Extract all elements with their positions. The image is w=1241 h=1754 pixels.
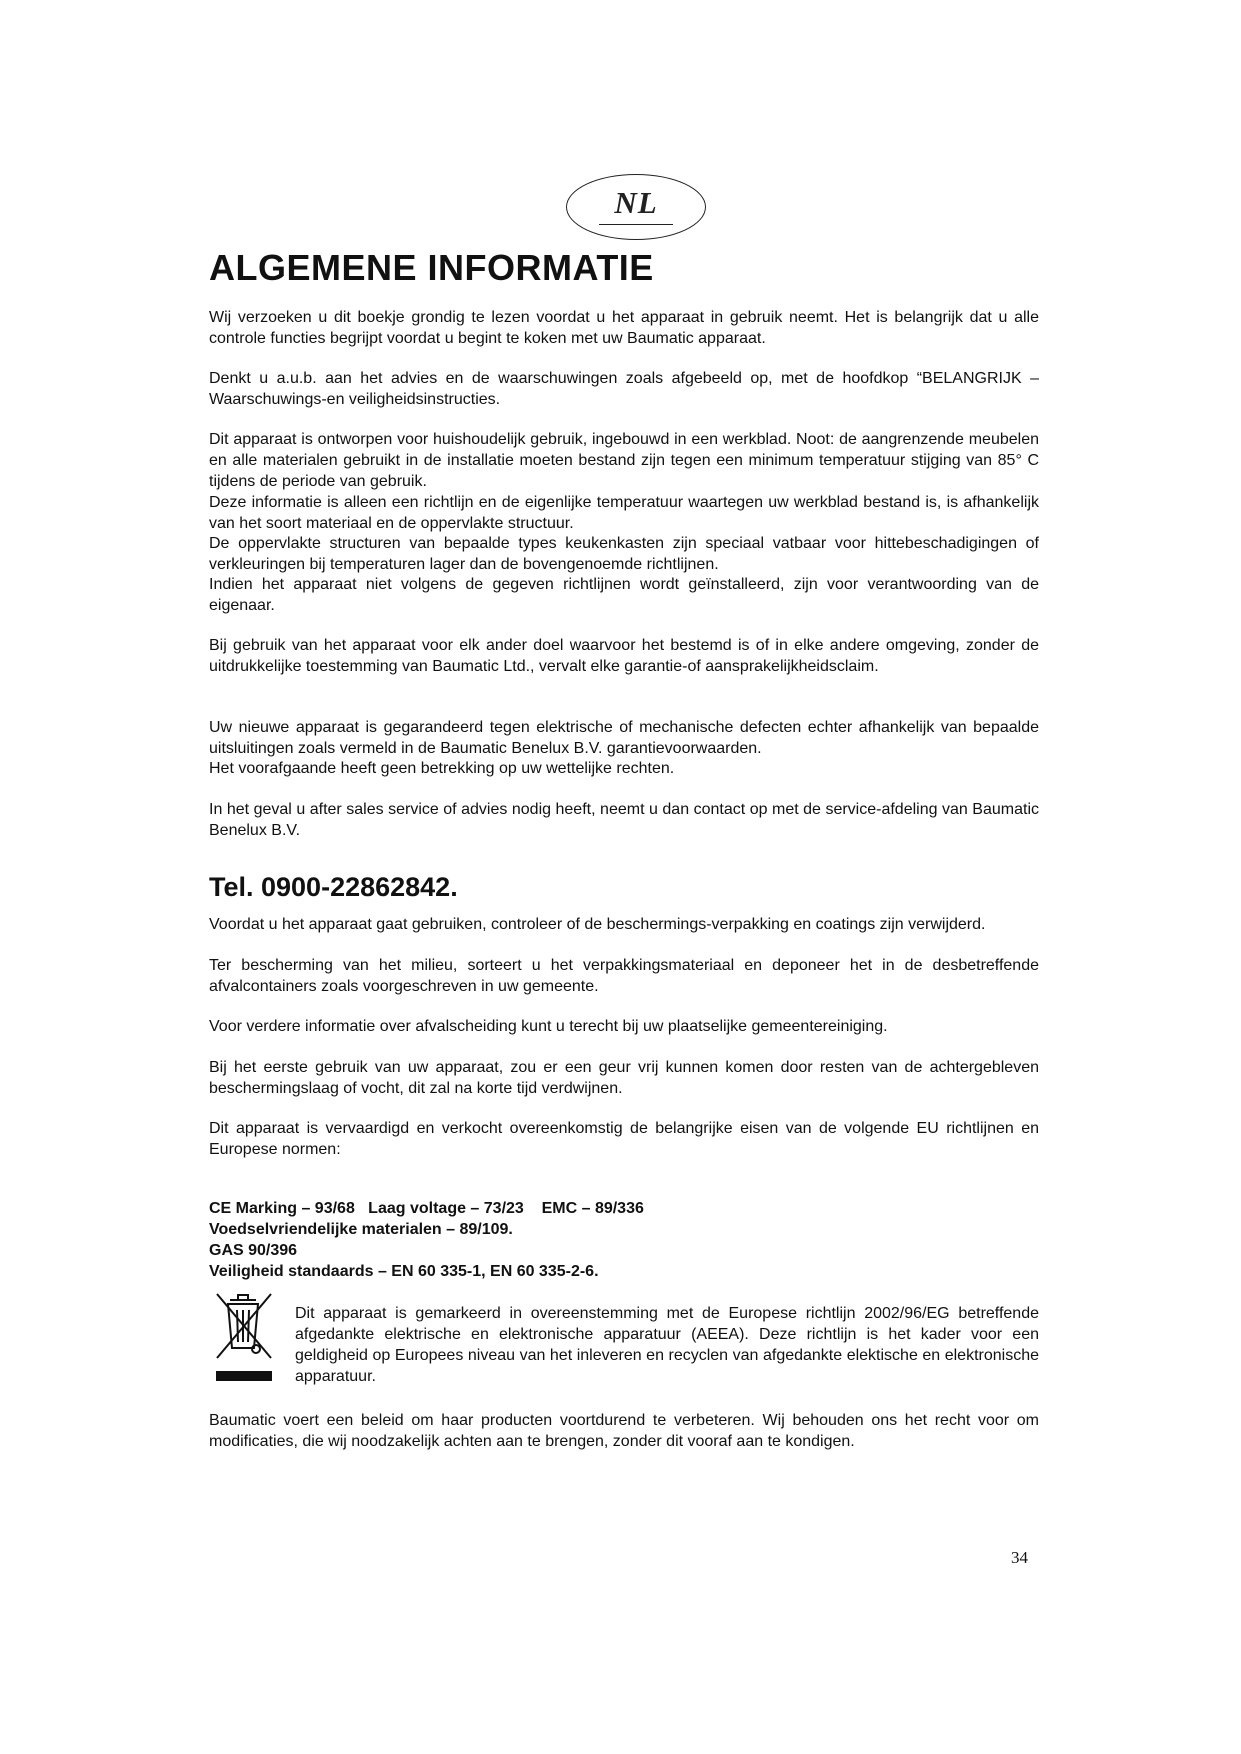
page-number: 34 — [1011, 1548, 1028, 1567]
telephone-number: Tel. 0900-22862842. — [209, 872, 458, 902]
page-title: ALGEMENE INFORMATIE — [209, 247, 654, 288]
certification-item: GAS 90/396 — [209, 1242, 298, 1259]
weee-crossed-bin-icon — [213, 1290, 275, 1386]
certification-item: Voedselvriendelijke materialen – 89/109. — [209, 1221, 513, 1238]
paragraph-guarantee: Uw nieuwe apparaat is gegarandeerd tegen elektrische of mechanische defecten echter afhankelijk van bepaalde uitsluitingen zoals vermeld in de Baumatic Benelux B.V. garantievoorwaarden. — [209, 719, 1039, 757]
paragraph-warnings: Denkt u a.u.b. aan het advies en de waarschuwingen zoals afgebeeld op, met de hoofdkop “BELANGRIJK – Waarschuwings-en veiligheidsinstructies. — [209, 370, 1039, 408]
paragraph-legal-rights: Het voorafgaande heeft geen betrekking op uw wettelijke rechten. — [209, 760, 675, 777]
certification-list — [209, 1198, 1039, 1282]
paragraph-intro: Wij verzoeken u dit boekje grondig te lezen voordat u het apparaat in gebruik neemt. Het is belangrijk dat u alle controle functies begrijpt voordat u begint te koken met uw Baumatic apparaat. — [209, 309, 1039, 347]
paragraph-remove-packaging: Voordat u het apparaat gaat gebruiken, controleer of de beschermings-verpakking en coatings zijn verwijderd. — [209, 916, 986, 933]
paragraph-household-use: Dit apparaat is ontworpen voor huishoudelijk gebruik, ingebouwd in een werkblad. Noot: de aangrenzende meubelen en alle materialen gebruikt in de installatie moeten bestand zijn tegen een minimum temperatuur stijging van 85° C tijdens de periode van gebruik. — [209, 431, 1039, 490]
certification-item: CE Marking – 93/68 Laag voltage – 73/23 EMC – 89/336 — [209, 1200, 644, 1217]
language-badge-text: NL — [614, 185, 658, 220]
language-badge-underline — [599, 224, 673, 225]
paragraph-after-sales: In het geval u after sales service of advies nodig heeft, neemt u dan contact op met de service-afdeling van Baumatic Benelux B.V. — [209, 801, 1039, 839]
paragraph-weee-notice: Dit apparaat is gemarkeerd in overeenstemming met de Europese richtlijn 2002/96/EG betreffende afgedankte elektrische en elektronische apparatuur (AEEA). Deze richtlijn is het kader voor een geldigheid op Europees niveau van het inleveren en recyclen van afgedankte elektische en elektronische apparatuur. — [295, 1305, 1039, 1385]
paragraph-warranty-void: Bij gebruik van het apparaat voor elk ander doel waarvoor het bestemd is of in elke andere omgeving, zonder de uitdrukkelijke toestemming van Baumatic Ltd., vervalt elke garantie-of aansprakelijkheidsclaim. — [209, 637, 1039, 675]
certification-item: Veiligheid standaards – EN 60 335-1, EN 60 335-2-6. — [209, 1263, 599, 1280]
language-badge — [566, 174, 706, 240]
paragraph-guideline: Deze informatie is alleen een richtlijn en de eigenlijke temperatuur waartegen uw werkblad bestand is, is afhankelijk van het soort materiaal en de oppervlakte structuur. — [209, 494, 1039, 532]
paragraph-eu-directives: Dit apparaat is vervaardigd en verkocht overeenkomstig de belangrijke eisen van de volgende EU richtlijnen en Europese normen: — [209, 1120, 1039, 1158]
paragraph-policy: Baumatic voert een beleid om haar producten voortdurend te verbeteren. Wij behouden ons het recht voor om modificaties, die wij noodzakelijk achten aan te brengen, zonder dit vooraf aan te kondigen. — [209, 1412, 1039, 1450]
paragraph-waste-info: Voor verdere informatie over afvalscheiding kunt u terecht bij uw plaatselijke gemeentereiniging. — [209, 1018, 888, 1035]
paragraph-environment: Ter bescherming van het milieu, sorteert u het verpakkingsmateriaal en deponeer het in de desbetreffende afvalcontainers zoals voorgeschreven in uw gemeente. — [209, 957, 1039, 995]
paragraph-first-use-odor: Bij het eerste gebruik van uw apparaat, zou er een geur vrij kunnen komen door resten van de achtergebleven beschermingslaag of vocht, dit zal na korte tijd verdwijnen. — [209, 1059, 1039, 1097]
paragraph-surface-structures: De oppervlakte structuren van bepaalde types keukenkasten zijn speciaal vatbaar voor hittebeschadigingen of verkleuringen bij temperaturen lager dan de bovengenoemde richtlijnen. — [209, 535, 1039, 573]
paragraph-installation-responsibility: Indien het apparaat niet volgens de gegeven richtlijnen wordt geïnstalleerd, zijn voor verantwoording van de eigenaar. — [209, 576, 1039, 614]
